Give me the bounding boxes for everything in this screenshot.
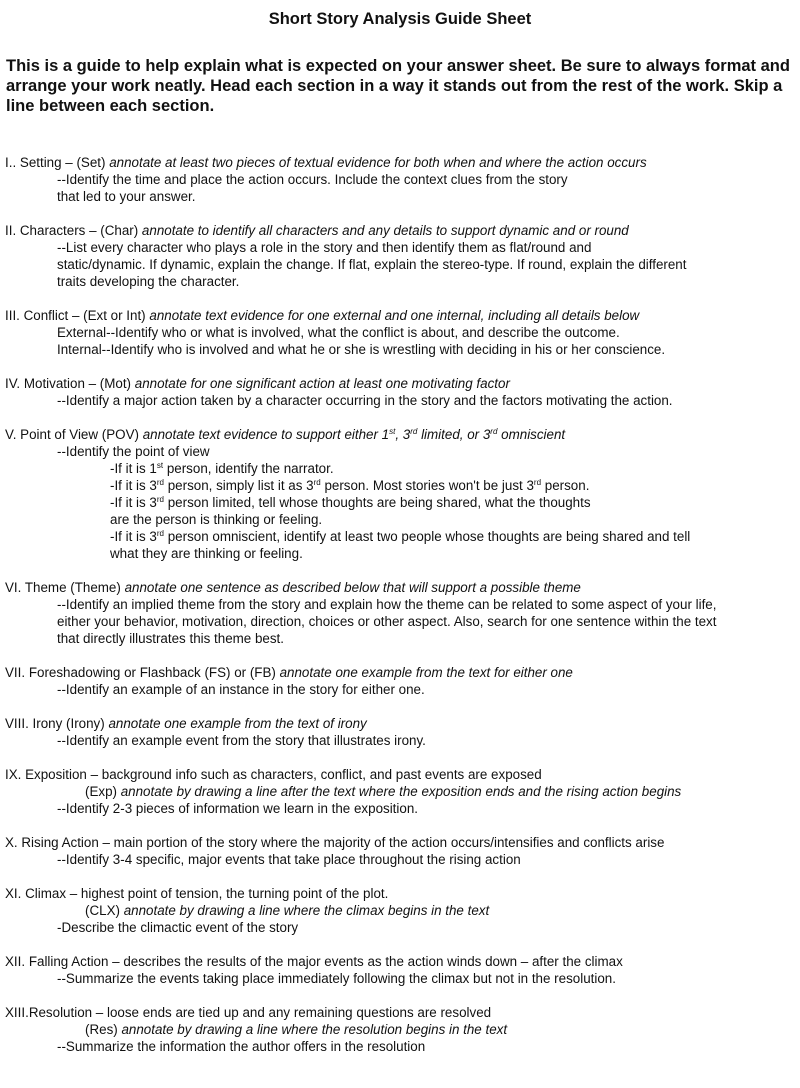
section-line: (CLX) annotate by drawing a line where the climax begins in the text — [85, 903, 490, 918]
section-line: --List every character who plays a role in the story and then identify them as flat/round and — [57, 240, 592, 255]
intro-paragraph: This is a guide to help explain what is expected on your answer sheet. Be sure to always format and arrange your work neatly. Head each section in a way it stands out from the rest of the work. Skip a line between each section. — [6, 57, 790, 115]
section-line: -If it is 3rd person omniscient, identify at least two people whose thoughts are being shared and tell — [110, 529, 691, 544]
section-foreshadowing — [5, 664, 797, 698]
section-heading: IX. Exposition – background info such as characters, conflict, and past events are exposed — [5, 767, 542, 782]
section-line: -If it is 1st person, identify the narrator. — [110, 461, 334, 476]
section-heading: VII. Foreshadowing or Flashback (FS) or (FB) annotate one example from the text for either one — [5, 665, 573, 680]
section-line: --Summarize the information the author offers in the resolution — [57, 1039, 426, 1054]
section-irony — [5, 715, 797, 749]
section-line: --Identify an example event from the story that illustrates irony. — [57, 733, 426, 748]
section-line: Internal--Identify who is involved and what he or she is wrestling with deciding in his or her conscience. — [57, 342, 666, 357]
section-line: --Identify 2-3 pieces of information we learn in the exposition. — [57, 801, 418, 816]
section-heading: X. Rising Action – main portion of the story where the majority of the action occurs/intensifies and conflicts arise — [5, 835, 665, 850]
section-line: -Describe the climactic event of the story — [57, 920, 299, 935]
section-heading: II. Characters – (Char) annotate to identify all characters and any details to support dynamic and or round — [5, 223, 629, 238]
section-line: --Identify 3-4 specific, major events that take place throughout the rising action — [57, 852, 521, 867]
section-line: (Res) annotate by drawing a line where the resolution begins in the text — [85, 1022, 508, 1037]
section-line: -If it is 3rd person limited, tell whose thoughts are being shared, what the thoughts — [110, 495, 591, 510]
section-theme — [5, 579, 797, 647]
section-heading: XII. Falling Action – describes the results of the major events as the action winds down – after the climax — [5, 954, 623, 969]
section-line: --Identify the point of view — [57, 444, 210, 459]
section-characters — [5, 222, 797, 290]
section-line: either your behavior, motivation, direction, choices or other aspect. Also, search for one sentence within the text — [57, 614, 717, 629]
section-heading: VIII. Irony (Irony) annotate one example from the text of irony — [5, 716, 367, 731]
section-line: --Identify a major action taken by a character occurring in the story and the factors motivating the action. — [57, 393, 673, 408]
section-line: (Exp) annotate by drawing a line after the text where the exposition ends and the rising action begins — [85, 784, 682, 799]
page-title: Short Story Analysis Guide Sheet — [268, 10, 532, 28]
section-line: that directly illustrates this theme best. — [57, 631, 284, 646]
section-rising-action — [5, 834, 797, 868]
section-point-of-view — [5, 426, 797, 562]
section-climax — [5, 885, 797, 936]
section-exposition — [5, 766, 797, 817]
section-line: --Summarize the events taking place immediately following the climax but not in the resolution. — [57, 971, 616, 986]
section-line: are the person is thinking or feeling. — [110, 512, 323, 527]
section-heading: XI. Climax – highest point of tension, the turning point of the plot. — [5, 886, 389, 901]
section-line: External--Identify who or what is involved, what the conflict is about, and describe the outcome. — [57, 325, 620, 340]
section-setting — [5, 154, 797, 205]
section-conflict — [5, 307, 797, 358]
section-line: --Identify an example of an instance in the story for either one. — [57, 682, 425, 697]
section-line: static/dynamic. If dynamic, explain the change. If flat, explain the stereo-type. If round, explain the different — [57, 257, 687, 272]
section-heading: III. Conflict – (Ext or Int) annotate text evidence for one external and one internal, including all details below — [5, 308, 640, 323]
section-line: -If it is 3rd person, simply list it as 3rd person. Most stories won't be just 3rd person. — [110, 478, 590, 493]
section-line: that led to your answer. — [57, 189, 196, 204]
section-resolution — [5, 1004, 797, 1055]
section-heading: V. Point of View (POV) annotate text evidence to support either 1st, 3rd limited, or 3rd omniscient — [5, 427, 566, 442]
section-line: what they are thinking or feeling. — [110, 546, 303, 561]
section-line: --Identify an implied theme from the story and explain how the theme can be related to some aspect of your life, — [57, 597, 717, 612]
section-heading: I.. Setting – (Set) annotate at least two pieces of textual evidence for both when and where the action occurs — [5, 155, 647, 170]
section-heading: XIII.Resolution – loose ends are tied up and any remaining questions are resolved — [5, 1005, 492, 1020]
section-heading: VI. Theme (Theme) annotate one sentence as described below that will support a possible theme — [5, 580, 581, 595]
section-line: --Identify the time and place the action occurs. Include the context clues from the story — [57, 172, 568, 187]
section-falling-action — [5, 953, 797, 987]
section-motivation — [5, 375, 797, 409]
section-line: traits developing the character. — [57, 274, 240, 289]
section-heading: IV. Motivation – (Mot) annotate for one significant action at least one motivating factor — [5, 376, 510, 391]
